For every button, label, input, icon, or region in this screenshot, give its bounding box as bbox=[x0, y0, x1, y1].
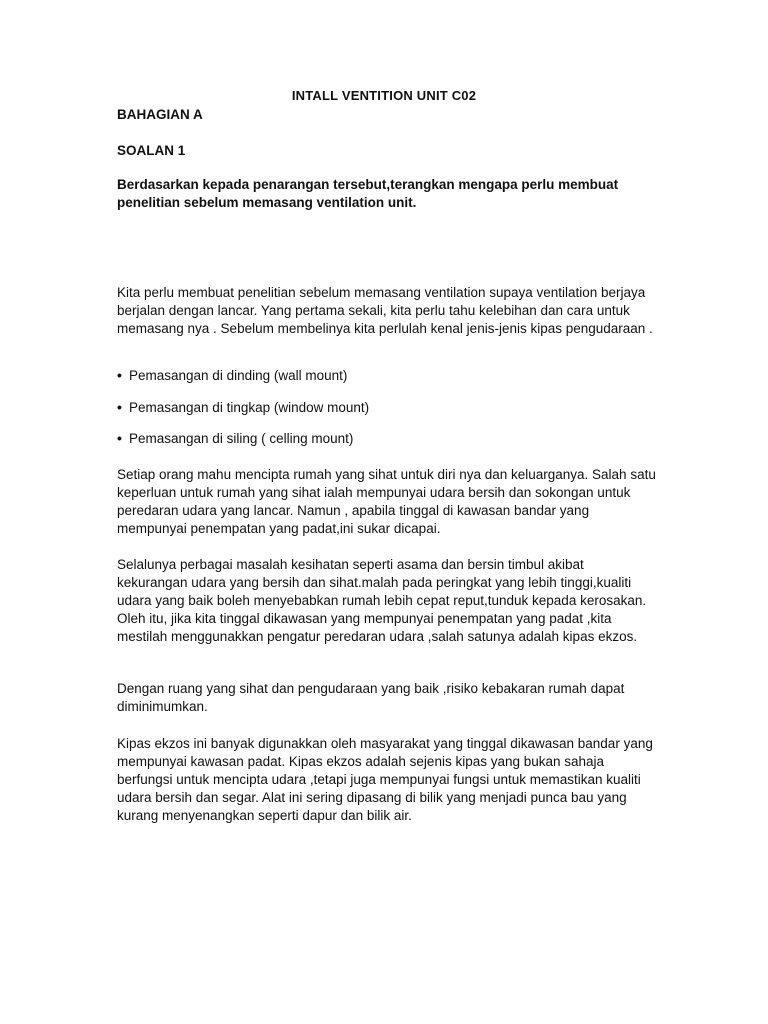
bullet-item bbox=[117, 429, 353, 448]
document-title: INTALL VENTITION UNIT C02 bbox=[291, 88, 477, 103]
bullet-dot-icon: • bbox=[117, 367, 122, 383]
bullet-text: Pemasangan di tingkap (window mount) bbox=[129, 400, 370, 415]
body-paragraph: Setiap orang mahu mencipta rumah yang sihat untuk diri nya dan keluarganya. Salah satu keperluan untuk rumah yang sihat ialah mempunyai udara bersih dan sokongan untuk peredaran udara yang lancar. Namun , apabila tinggal di kawasan bandar yang mempunyai penempatan yang padat,ini sukar dicapai. bbox=[117, 467, 656, 536]
question-text: Berdasarkan kepada penarangan tersebut,terangkan mengapa perlu membuat penelitian sebelum memasang ventilation unit. bbox=[117, 177, 619, 210]
bullet-dot-icon: • bbox=[117, 399, 122, 415]
bullet-item bbox=[117, 398, 369, 417]
intro-paragraph: Kita perlu membuat penelitian sebelum memasang ventilation supaya ventilation berjaya berjalan dengan lancar. Yang pertama sekali, kita perlu tahu kelebihan dan cara untuk memasang nya . Sebelum membelinya kita perlulah kenal jenis-jenis kipas pengudaraan . bbox=[117, 285, 653, 336]
bullet-text: Pemasangan di dinding (wall mount) bbox=[129, 368, 348, 383]
body-paragraph: Kipas ekzos ini banyak digunakkan oleh masyarakat yang tinggal dikawasan bandar yang mempunyai kawasan padat. Kipas ekzos adalah sejenis kipas yang bukan sahaja berfungsi untuk mencipta udara ,tetapi juga mempunyai fungsi untuk memastikan kualiti udara bersih dan segar. Alat ini sering dipasang di bilik yang menjadi punca bau yang kurang menyenangkan seperti dapur dan bilik air. bbox=[117, 736, 653, 823]
body-paragraph: Dengan ruang yang sihat dan pengudaraan yang baik ,risiko kebakaran rumah dapat diminimumkan. bbox=[117, 681, 625, 714]
bullet-item bbox=[117, 366, 347, 385]
bullet-dot-icon: • bbox=[117, 430, 122, 446]
body-paragraph: Selalunya perbagai masalah kesihatan seperti asama dan bersin timbul akibat kekurangan udara yang bersih dan sihat.malah pada peringkat yang lebih tinggi,kualiti udara yang baik boleh menyebabkan rumah lebih cepat reput,tunduk kepada kerosakan. Oleh itu, jika kita tinggal dikawasan yang mempunyai penempatan yang padat ,kita mestilah menggunakkan pengatur peredaran udara ,salah satunya adalah kipas ekzos. bbox=[117, 557, 647, 644]
section-heading: BAHAGIAN A bbox=[117, 107, 203, 122]
question-label: SOALAN 1 bbox=[117, 143, 186, 158]
bullet-text: Pemasangan di siling ( celling mount) bbox=[129, 431, 354, 446]
